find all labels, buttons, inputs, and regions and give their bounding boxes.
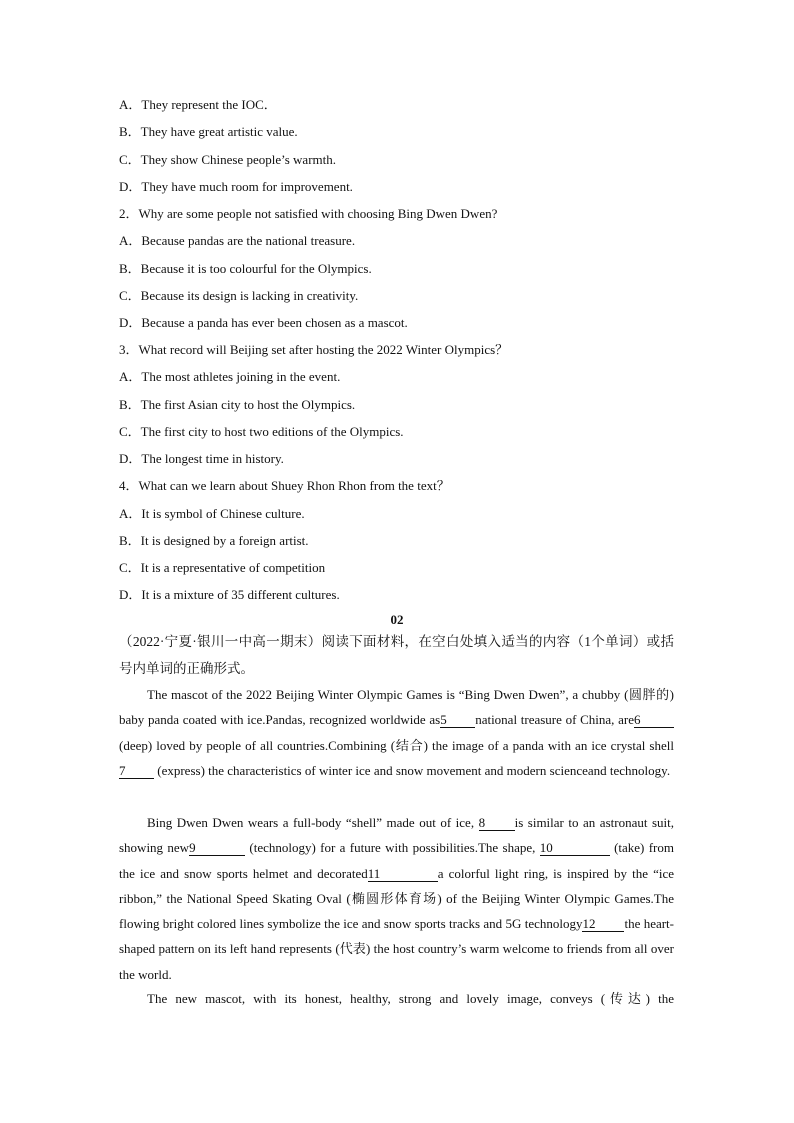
blank-5: 5 bbox=[440, 712, 475, 728]
blank-6: 6 bbox=[634, 712, 674, 728]
passage-text: (express) the characteristics of winter ice and snow movement and modern scienceand technology. bbox=[154, 762, 671, 778]
q2-option-d: D．Because a panda has ever been chosen as a mascot. bbox=[119, 315, 408, 330]
q4-option-a: A．It is symbol of Chinese culture. bbox=[119, 506, 305, 521]
q3-option-d: D．The longest time in history. bbox=[119, 451, 284, 466]
q2-option-b: B．Because it is too colourful for the Olympics. bbox=[119, 261, 372, 276]
q4-option-c: C．It is a representative of competition bbox=[119, 560, 326, 575]
q3-option-b: B．The first Asian city to host the Olympics. bbox=[119, 397, 356, 412]
q1-option-c: C．They show Chinese people’s warmth. bbox=[119, 152, 336, 167]
blank-10: 10 bbox=[540, 840, 610, 856]
q1-option-d: D．They have much room for improvement. bbox=[119, 179, 353, 194]
section-number: 02 bbox=[390, 612, 404, 627]
passage-text: national treasure of China, are bbox=[475, 712, 635, 728]
section-instruction: （2022·宁夏·银川一中高一期末）阅读下面材料，在空白处填入适当的内容（1个单词）或括号内单词的正确形式。 bbox=[119, 634, 674, 676]
passage-paragraph-2 bbox=[119, 810, 674, 987]
passage-paragraph-3 bbox=[119, 986, 674, 1011]
q2-stem: 2．Why are some people not satisfied with choosing Bing Dwen Dwen? bbox=[119, 206, 498, 221]
passage-text: The mascot of the 2022 Beijing Winter Olympic Games is “Bing Dwen Dwen”, a chubby (圆胖的) baby panda coated with ice.Pandas, recognized worldwide as bbox=[119, 687, 674, 728]
q2-option-c: C．Because its design is lacking in creativity. bbox=[119, 288, 359, 303]
passage-text: a colorful light ring, is inspired by the “ice ribbon,” the National Speed Skating Oval (椭圆形体育场) of the Beijing Winter Olympic Games.The flowing bright colored lines symbolize the ice and snow sports tracks and 5G technology bbox=[119, 865, 674, 932]
q1-option-b: B．They have great artistic value. bbox=[119, 124, 298, 139]
q2-option-a: A．Because pandas are the national treasure. bbox=[119, 233, 356, 248]
blank-8: 8 bbox=[479, 815, 515, 831]
passage-text: is similar to an astronaut suit, showing new bbox=[119, 815, 675, 856]
blank-7: 7 bbox=[119, 763, 154, 779]
q3-stem: 3．What record will Beijing set after hosting the 2022 Winter Olympics？ bbox=[119, 342, 509, 357]
passage-text: Bing Dwen Dwen wears a full-body “shell” made out of ice, bbox=[147, 815, 479, 830]
passage-text: (technology) for a future with possibilities.The shape, bbox=[245, 840, 540, 856]
passage-paragraph-1 bbox=[119, 682, 674, 783]
passage-text: The new mascot, with its honest, healthy, strong and lovely image, conveys (传达) the bbox=[147, 991, 674, 1006]
passage-text: (take) from the ice and snow sports helmet and decorated bbox=[119, 840, 674, 881]
blank-12: 12 bbox=[582, 916, 624, 932]
q4-option-d: D．It is a mixture of 35 different cultures. bbox=[119, 587, 340, 602]
blank-11: 11 bbox=[368, 866, 438, 882]
q3-option-a: A．The most athletes joining in the event. bbox=[119, 369, 341, 384]
passage-text: (deep) loved by people of all countries.Combining (结合) the image of a panda with an ice crystal shell bbox=[119, 737, 674, 753]
q1-option-a: A．They represent the IOC． bbox=[119, 97, 277, 112]
q4-option-b: B．It is designed by a foreign artist. bbox=[119, 533, 309, 548]
q4-stem: 4．What can we learn about Shuey Rhon Rhon from the text？ bbox=[119, 478, 450, 493]
q3-option-c: C．The first city to host two editions of the Olympics. bbox=[119, 424, 404, 439]
passage-text: the heart-shaped pattern on its left hand represents (代表) the host country’s warm welcome to friends from all over the world. bbox=[119, 916, 675, 982]
blank-9: 9 bbox=[189, 840, 245, 856]
